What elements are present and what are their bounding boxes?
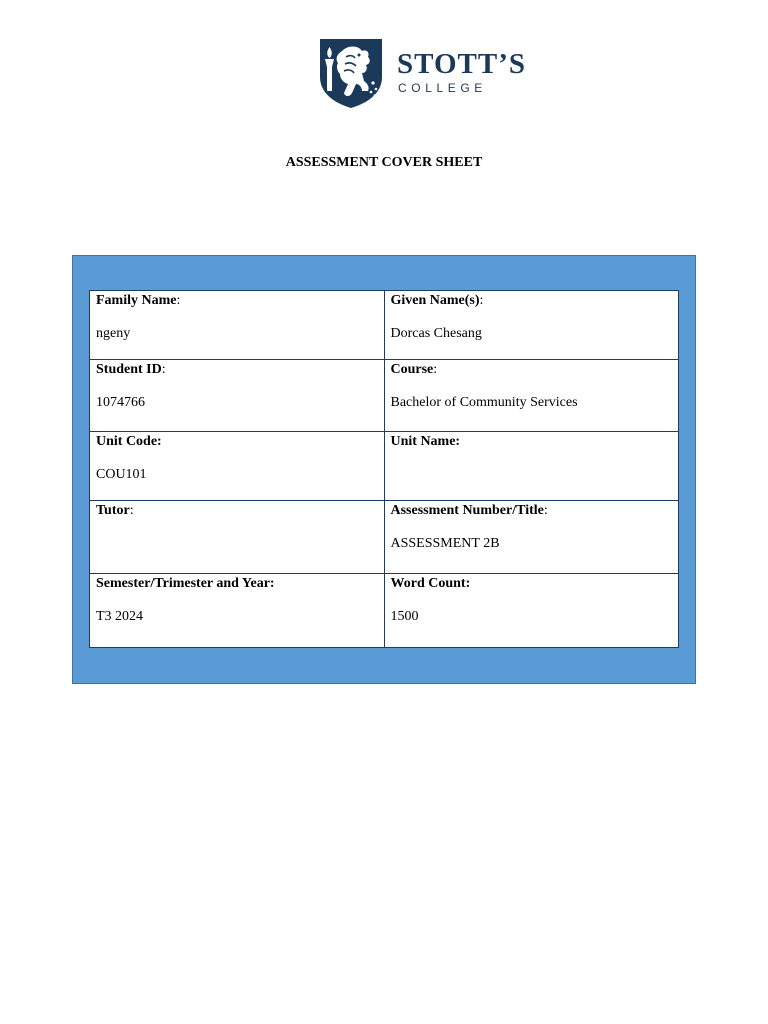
field-label <box>391 576 673 592</box>
document-title: ASSESSMENT COVER SHEET <box>285 155 483 170</box>
assessment-value: ASSESSMENT 2B <box>390 536 500 551</box>
field-label: Assessment Number/Title: <box>390 503 548 518</box>
course-cell <box>384 360 679 432</box>
field-label: Given Name(s): <box>390 293 484 308</box>
table-row <box>90 360 679 432</box>
course-value: Bachelor of Community Services <box>390 395 578 410</box>
semester-cell <box>90 574 385 648</box>
unit-name-cell <box>384 432 679 501</box>
field-label: Course: <box>390 362 438 377</box>
course-label: Course <box>390 362 434 377</box>
word-count-label: Word Count: <box>390 576 471 591</box>
field-label: Tutor: <box>96 503 134 518</box>
student-id-value: 1074766 <box>96 395 145 410</box>
assessment-cell <box>384 501 679 574</box>
assessment-label: Assessment Number/Title <box>390 503 544 518</box>
family-name-label: Family Name <box>96 293 177 308</box>
field-label <box>96 576 378 592</box>
unit-code-label: Unit Code: <box>96 434 162 449</box>
word-count-value: 1500 <box>390 609 419 624</box>
family-name-value: ngeny <box>96 326 131 341</box>
table-row <box>90 501 679 574</box>
tutor-cell <box>90 501 385 574</box>
tutor-label: Tutor <box>96 503 130 518</box>
student-id-cell <box>90 360 385 432</box>
unit-code-value: COU101 <box>96 467 147 482</box>
unit-name-label: Unit Name: <box>390 434 461 449</box>
family-name-cell <box>90 291 385 360</box>
student-id-label: Student ID <box>96 362 162 377</box>
word-count-cell <box>384 574 679 648</box>
table-row <box>90 291 679 360</box>
lion-shield-icon <box>318 37 384 109</box>
college-logo <box>318 37 578 109</box>
field-label <box>96 434 378 450</box>
table-row <box>90 432 679 501</box>
field-label: Family Name: <box>96 293 181 308</box>
unit-code-cell <box>90 432 385 501</box>
table-row <box>90 574 679 648</box>
semester-value: T3 2024 <box>96 609 144 624</box>
semester-label: Semester/Trimester and Year: <box>96 576 275 591</box>
brand-subtitle: COLLEGE <box>398 81 487 95</box>
given-names-cell <box>384 291 679 360</box>
given-names-label: Given Name(s) <box>390 293 480 308</box>
cover-details-table <box>89 290 679 648</box>
field-label: Student ID: <box>96 362 166 377</box>
brand-name: STOTT’S <box>397 48 526 80</box>
given-names-value: Dorcas Chesang <box>390 326 482 341</box>
field-label <box>391 434 673 450</box>
